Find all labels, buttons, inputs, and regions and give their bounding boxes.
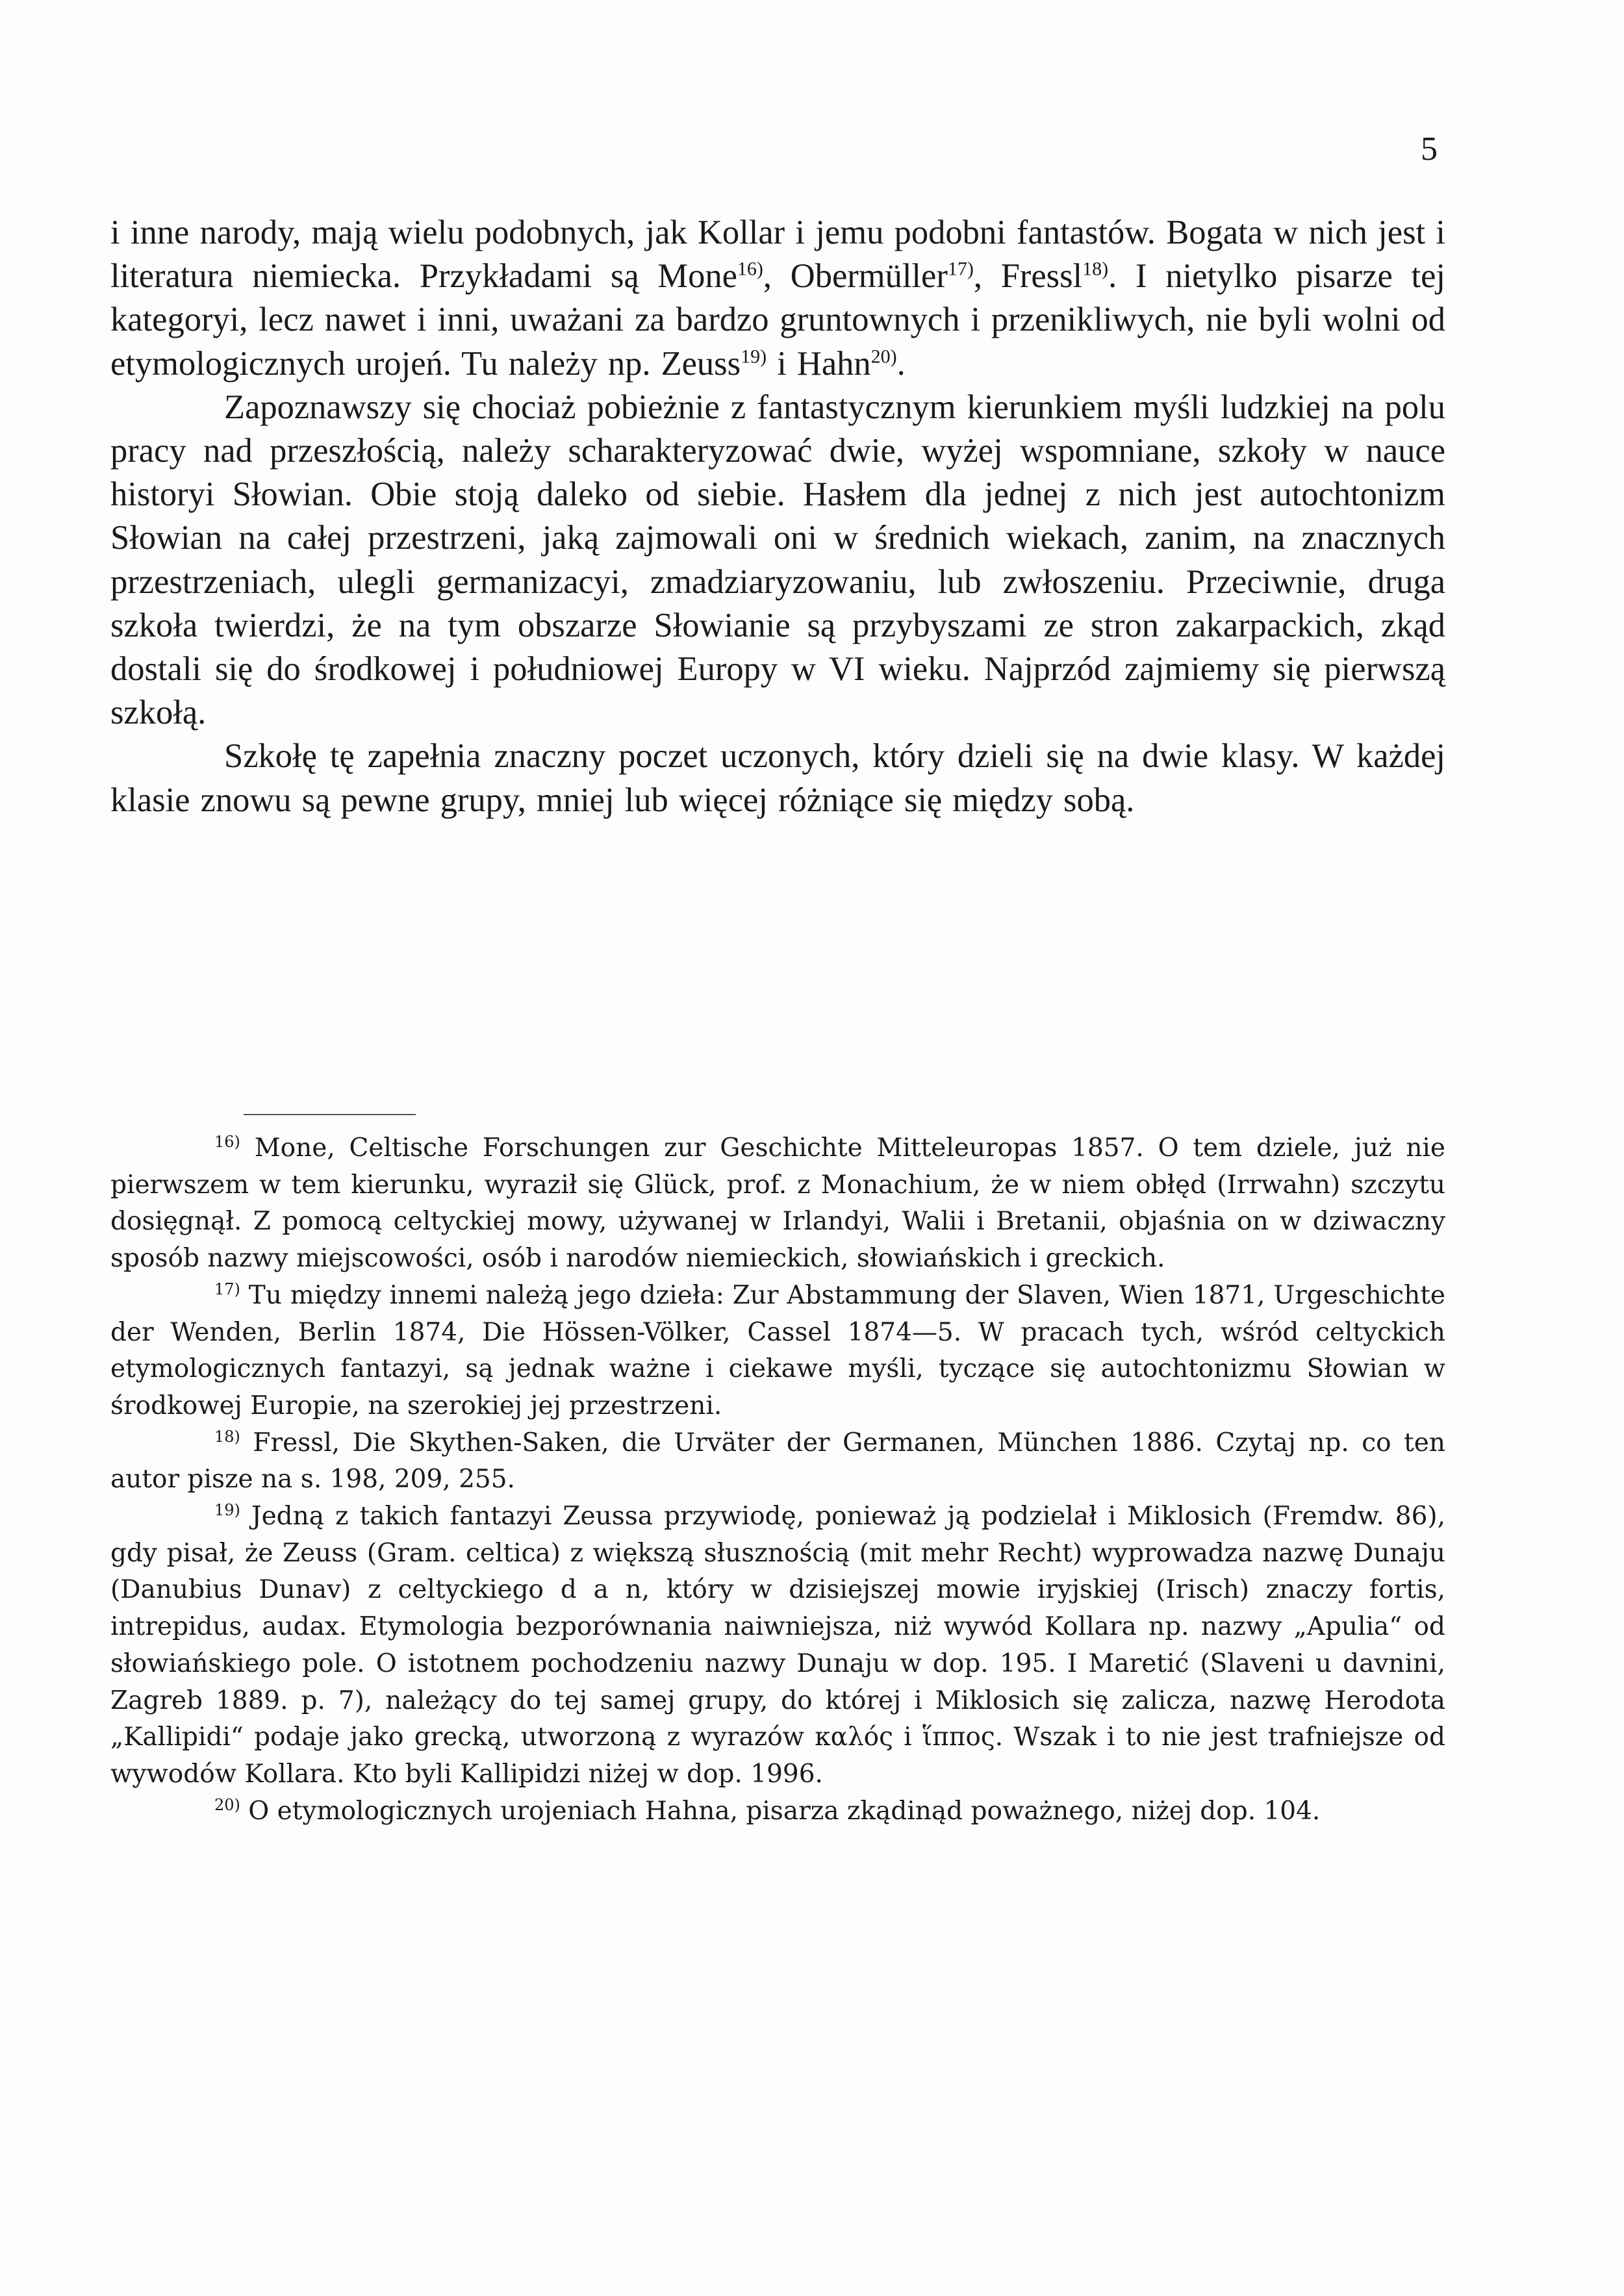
paragraph-text: . I nietylko pisarze tej kategoryi, lecz nawet i inni, uważani za bardzo gruntownych i przenikliwych, nie byli wolni od etymologicznych urojeń. Tu należy np. Zeuss xyxy=(110,257,1445,383)
footnote xyxy=(110,1278,1445,1425)
paragraph-text: , Fressl xyxy=(973,257,1083,296)
footnote-reference: 16) xyxy=(737,258,763,280)
paragraph-text: Zapoznawszy się chociaż pobieżnie z fantastycznym kierunkiem myśli ludzkiej na polu pracy nad przeszłością, należy scharakteryzować dwie, wyżej wspomniane, szkoły w nauce historyi Słowian. Obie stoją daleko od siebie. Hasłem dla jednej z nich jest autochtonizm Słowian na całej przestrzeni, jaką zajmowali oni w średnich wiekach, zanim, na znacznych przestrzeniach, ulegli germanizacyi, zmadziaryzowaniu, lub zwłoszeniu. Przeciwnie, druga szkoła twierdzi, że na tym obszarze Słowianie są przybyszami ze stron zakarpackich, zkąd dostali się do środkowej i południowej Europy w VI wieku. Najprzód zajmiemy się pierwszą szkołą. xyxy=(110,388,1445,732)
footnote-text: O etymologicznych urojeniach Hahna, pisarza zkądinąd poważnego, niżej dop. 104. xyxy=(240,1796,1321,1826)
footnote-text: Mone, Celtische Forschungen zur Geschichte Mitteleuropas 1857. O tem dziele, już nie pierwszem w tem kierunku, wyraził się Glück, prof. z Monachium, że w niem obłęd (Irrwahn) szczytu dosięgnął. Z pomocą celtyckiej mowy, używanej w Irlandyi, Walii i Bretanii, objaśnia on w dziwaczny sposób nazwy miejscowości, osób i narodów niemieckich, słowiańskich i greckich. xyxy=(110,1133,1445,1274)
footnote xyxy=(110,1793,1445,1830)
footnote-reference: 19) xyxy=(741,346,767,368)
footnote-reference: 18) xyxy=(1082,258,1109,280)
footnote-text: Fressl, Die Skythen-Saken, die Urväter der Germanen, München 1886. Czytaj np. co ten autor pisze na s. 198, 209, 255. xyxy=(110,1428,1445,1495)
footnote-number: 19) xyxy=(214,1501,240,1520)
paragraph-text: i inne narody, mają wielu podobnych, jak Kollar i jemu podobni fantastów. Bogata w nich jest i literatura niemiecka. Przykładami są Mone xyxy=(110,214,1445,296)
footnote xyxy=(110,1130,1445,1278)
footnote-number: 17) xyxy=(214,1280,240,1298)
footnote-number: 18) xyxy=(214,1427,240,1446)
footnote-text: Jedną z takich fantazyi Zeussa przywiodę, ponieważ ją podzielał i Miklosich (Fremdw. 86), gdy pisał, że Zeuss (Gram. celtica) z większą słusznością (mit mehr Recht) wyprowadza nazwę Dunaju (Danubius Dunav) z celtyckiego d a n, który w dzisiejszej mowie iryjskiej (Irisch) znaczy fortis, intrepidus, audax. Etymologia bezporównania naiwniejsza, niż wywód Kollara np. nazwy „Apulia“ od słowiańskiego pole. O istotnem pochodzeniu nazwy Dunaju w dop. 195. I Maretić (Slaveni u davnini, Zagreb 1889. p. 7), należący do tej samej grupy, do której i Miklosich się zalicza, nazwę Herodota „Kallipidi“ podaje jako grecką, utworzoną z wyrazów καλός i ἵππος. Wszak i to nie jest trafniejsze od wywodów Kollara. Kto byli Kallipidzi niżej w dop. 1996. xyxy=(110,1502,1445,1789)
footnote-number: 16) xyxy=(214,1133,240,1151)
paragraph-text: i Hahn xyxy=(767,344,871,383)
main-paragraph xyxy=(110,211,1445,386)
footnote-reference: 20) xyxy=(870,346,897,368)
main-paragraph xyxy=(110,735,1445,822)
paragraph-text: , Obermüller xyxy=(763,257,948,296)
footnote xyxy=(110,1425,1445,1498)
footnote-separator xyxy=(244,1114,416,1115)
footnote-reference: 17) xyxy=(947,258,974,280)
footnote-text: Tu między innemi należą jego dzieła: Zur Abstammung der Slaven, Wien 1871, Urgeschichte der Wenden, Berlin 1874, Die Hössen-Völker, Cassel 1874—5. W pracach tych, wśród celtyckich etymologicznych fantazyi, są jednak ważne i ciekawe myśli, tyczące się autochtonizmu Słowian w środkowej Europie, na szerokiej jej przestrzeni. xyxy=(110,1280,1445,1420)
page-number: 5 xyxy=(1421,131,1439,168)
main-text xyxy=(110,211,1445,822)
footnotes xyxy=(110,1130,1445,1830)
main-paragraph xyxy=(110,386,1445,735)
footnote-number: 20) xyxy=(214,1795,240,1814)
paragraph-text: Szkołę tę zapełnia znaczny poczet uczonych, który dzieli się na dwie klasy. W każdej klasie znowu są pewne grupy, mniej lub więcej różniące się między sobą. xyxy=(110,737,1445,819)
footnote xyxy=(110,1498,1445,1793)
paragraph-text: . xyxy=(896,344,906,383)
